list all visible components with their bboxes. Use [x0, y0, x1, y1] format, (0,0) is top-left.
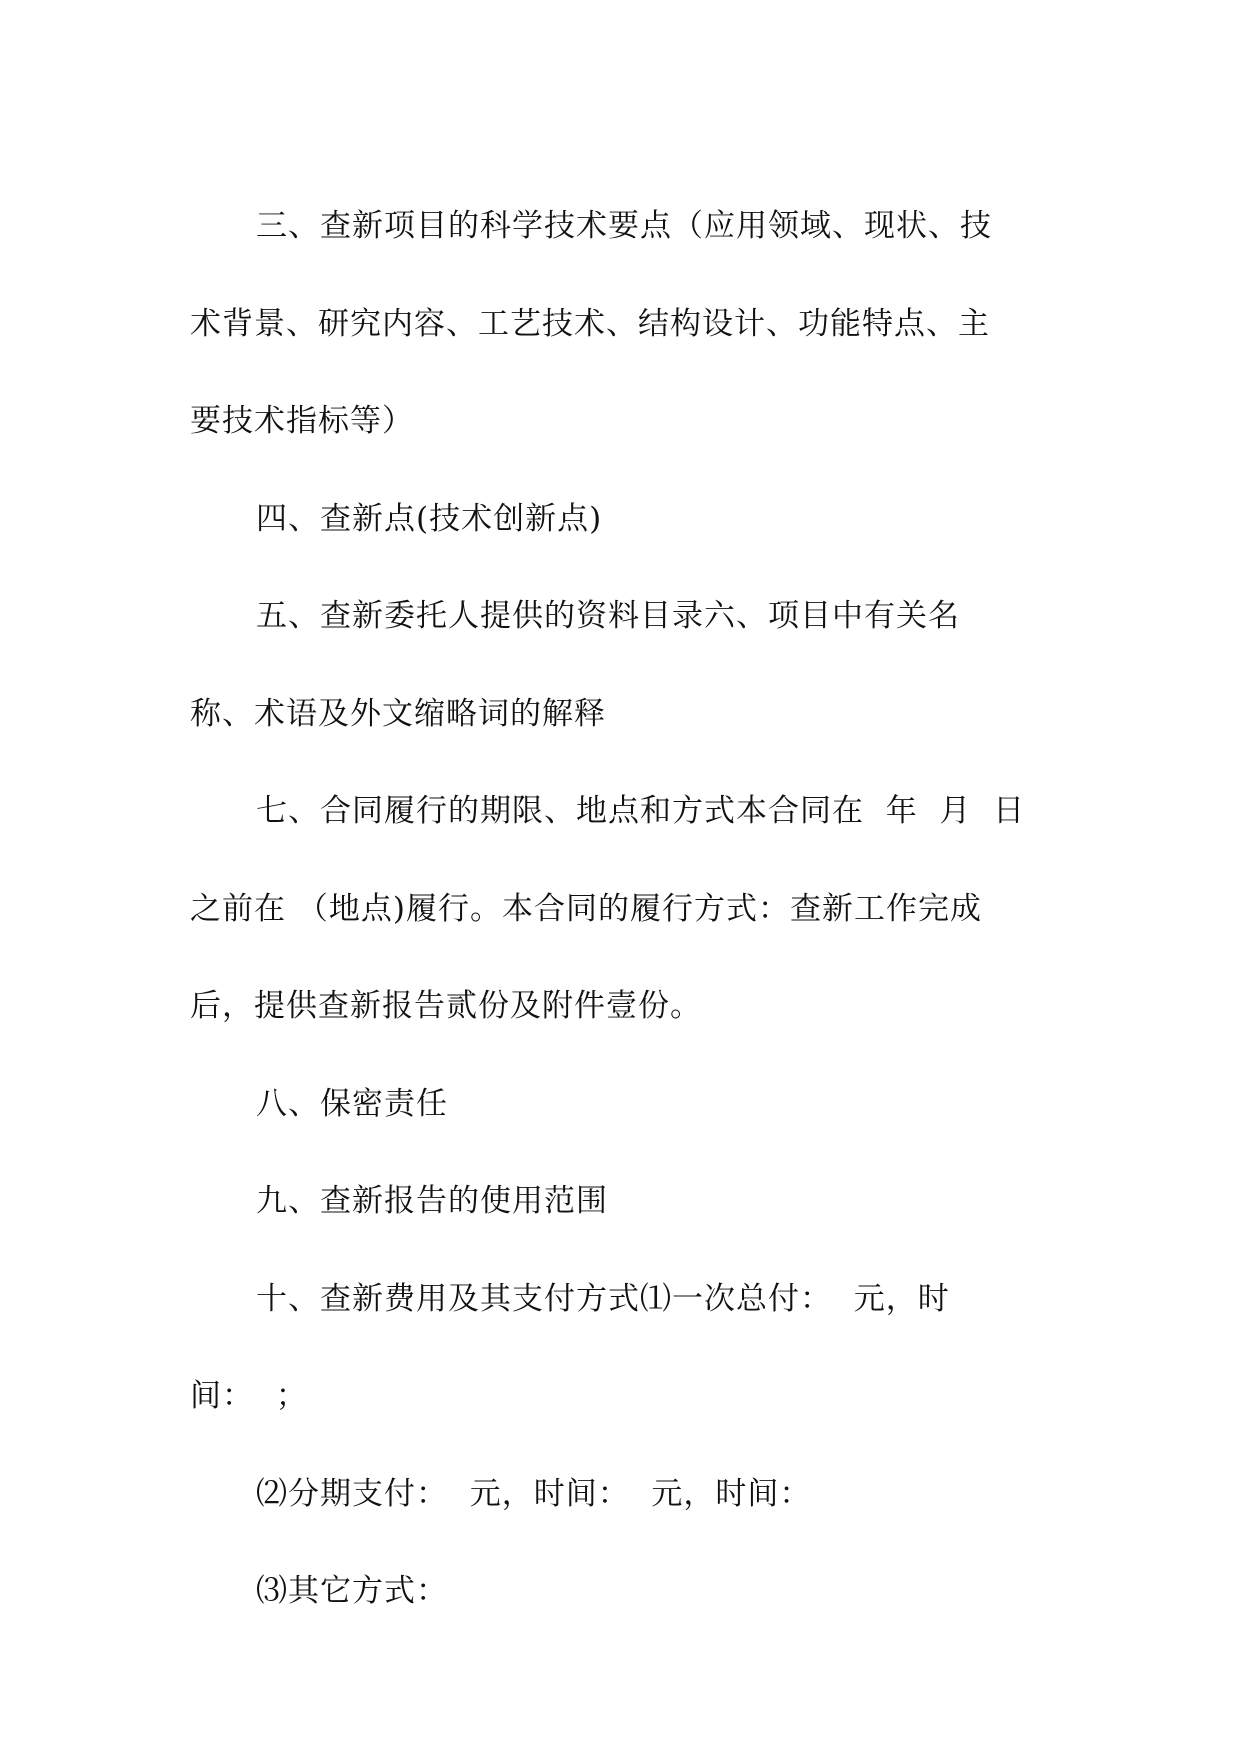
text-line: 要技术指标等）	[190, 403, 414, 439]
section-9-paragraph	[190, 1153, 1050, 1251]
section-10-paragraph	[190, 1251, 1050, 1446]
text-line: 五、查新委托人提供的资料目录六、项目中有关名	[256, 598, 960, 634]
text-line: 后，提供查新报告贰份及附件壹份。	[190, 988, 702, 1024]
text-line: 四、查新点(技术创新点)	[256, 500, 603, 537]
section-3-paragraph	[190, 178, 1050, 471]
section-7-paragraph	[190, 763, 1050, 1056]
text-line: 十、查新费用及其支付方式⑴一次总付： 元，时	[256, 1280, 950, 1317]
payment-3-paragraph	[190, 1543, 1050, 1641]
text-line: 八、保密责任	[256, 1085, 448, 1122]
text-line: ⑵分期支付： 元，时间： 元，时间：	[256, 1475, 812, 1512]
text-line: ⑶其它方式：	[256, 1573, 448, 1609]
text-line: 间： ；	[190, 1378, 308, 1414]
section-8-paragraph	[190, 1056, 1050, 1154]
text-line: 三、查新项目的科学技术要点（应用领域、现状、技	[256, 208, 992, 244]
text-line: 七、合同履行的期限、地点和方式本合同在 年 月 日	[256, 793, 1026, 829]
document-body	[190, 178, 1050, 1641]
section-5-6-paragraph	[190, 568, 1050, 763]
text-line: 之前在 （地点)履行。本合同的履行方式：查新工作完成	[190, 890, 982, 927]
section-4-paragraph	[190, 471, 1050, 569]
payment-2-paragraph	[190, 1446, 1050, 1544]
text-line: 称、术语及外文缩略词的解释	[190, 695, 606, 732]
text-line: 九、查新报告的使用范围	[256, 1183, 608, 1219]
text-line: 术背景、研究内容、工艺技术、结构设计、功能特点、主	[190, 305, 990, 342]
